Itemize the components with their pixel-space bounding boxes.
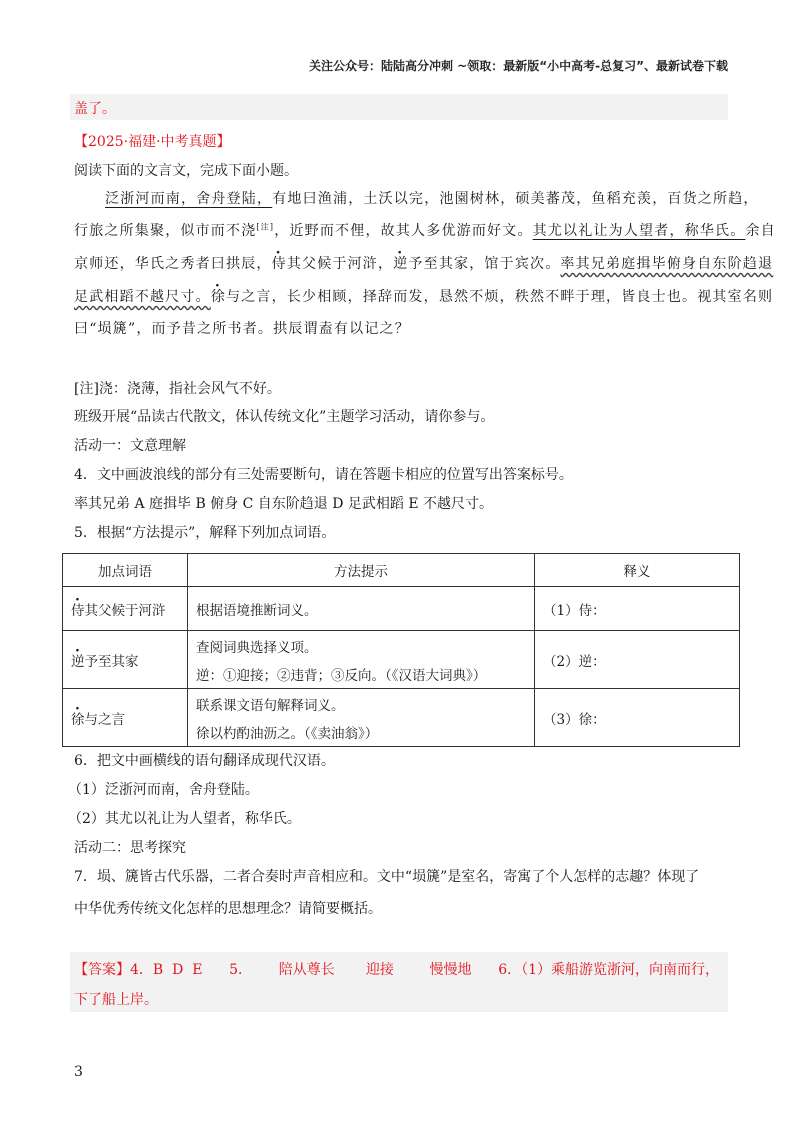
- underlined-sentence-1: 泛浙河而南，舍舟登陆，: [105, 191, 273, 207]
- passage-line-2: 行旅之所集聚，似市而不浇[注]，近野而不俚，故其人多优游而好文。其尤以礼让为人望者，称华氏。余自: [74, 222, 776, 239]
- question-4-text: 率其兄弟 A 庭揖毕 B 俯身 C 自东阶趋退 D 足武相蹈 E 不越尺寸。: [74, 496, 494, 512]
- footnote: [注]浇：浇薄，指社会风气不好。: [74, 381, 281, 397]
- footnote-marker: [注]: [256, 222, 275, 232]
- passage-line-1: 泛浙河而南，舍舟登陆，有地曰渔浦，土沃以完，池園树林，硕美蕃茂，鱼稻充羡，百货之所趋，: [105, 191, 759, 207]
- answer-label: 【答案】: [74, 962, 130, 978]
- table-cell-word: 徐与之言: [63, 689, 188, 747]
- table-cell-answer: （3）徐：: [535, 689, 740, 747]
- table-cell-hint: 根据语境推断词义。: [188, 587, 535, 631]
- answer-block: [70, 952, 728, 1012]
- table-cell-hint: 查阅词典选择义项。 逆：①迎接；②违背；③反向。（《汉语大词典》）: [188, 631, 535, 689]
- dotted-word-ni: 逆: [393, 256, 409, 272]
- passage-line-4: 足武相蹈不越尺寸。徐与之言，长少相顾，择辞而发，恳然不烦，秩然不畔于理，皆良士也。视其室名则: [74, 289, 774, 305]
- activity-2-heading: 活动二：思考探究: [74, 840, 186, 856]
- dotted-word-xu: 徐: [210, 289, 227, 305]
- table-cell-answer: （1）侍：: [535, 587, 740, 631]
- table-row: [63, 631, 740, 689]
- table-header-cell: 加点词语: [63, 554, 188, 587]
- table-header-cell: 释义: [535, 554, 740, 587]
- table-header-cell: 方法提示: [188, 554, 535, 587]
- table-cell-hint: 联系课文语句解释词义。 徐以杓酌油沥之。（《卖油翁》）: [188, 689, 535, 747]
- wavy-sentence-part-2: 足武相蹈不越尺寸。: [74, 289, 211, 305]
- table-cell-word: 侍其父候于河浒: [63, 587, 188, 631]
- table-header-row: [63, 554, 740, 587]
- wavy-sentence-part-1: 率其兄弟庭揖毕俯身自东阶趋退: [560, 256, 774, 272]
- source-tag: 【2025·福建·中考真题】: [74, 134, 231, 150]
- activity-intro: 班级开展“品读古代散文，体认传统文化”主题学习活动，请你参与。: [74, 409, 495, 425]
- table-row: [63, 689, 740, 747]
- method-hint-table: [62, 553, 740, 747]
- underlined-sentence-2: 其尤以礼让为人望者，称华氏。: [532, 223, 746, 239]
- question-5: 5．根据“方法提示”，解释下列加点词语。: [74, 525, 336, 541]
- page-header: 关注公众号：陆陆高分冲刺 ~领取：最新版“小中高考-总复习”、最新试卷下载: [309, 59, 728, 73]
- page-number: 3: [74, 1064, 83, 1080]
- previous-answer-block: [70, 94, 728, 120]
- activity-1-heading: 活动一：文意理解: [74, 438, 186, 454]
- question-6-1: （1）泛浙河而南，舍舟登陆。: [68, 782, 259, 798]
- answer-line-2: 下了船上岸。: [74, 992, 158, 1008]
- answer-line-1: 【答案】4．B D E 5． 陪从尊长 迎接 慢慢地 6．（1）乘船游览浙河，向南而行，: [74, 962, 720, 978]
- table-cell-answer: （2）逆：: [535, 631, 740, 689]
- question-6: 6．把文中画横线的语句翻译成现代汉语。: [74, 753, 335, 769]
- instruction: 阅读下面的文言文，完成下面小题。: [74, 163, 298, 179]
- previous-answer-tail: 盖了。: [74, 101, 116, 117]
- table-row: [63, 587, 740, 631]
- passage-line-3: 京师还，华氏之秀者曰拱辰，侍其父候于河浒，逆予至其家，馆于宾次。率其兄弟庭揖毕俯身自东阶趋退: [74, 256, 774, 272]
- table-cell-word: 逆予至其家: [63, 631, 188, 689]
- question-7-line-1: 7．埙、篪皆古代乐器，二者合奏时声音相应和。文中“埙篪”是室名，寄寓了个人怎样的志趣？体现了: [74, 869, 700, 885]
- passage-line-5: 曰“埙篪”，而予昔之所书者。拱辰谓盍有以记之？: [74, 321, 410, 337]
- question-4: 4．文中画波浪线的部分有三处需要断句，请在答题卡相应的位置写出答案标号。: [74, 467, 573, 483]
- question-6-2: （2）其尤以礼让为人望者，称华氏。: [68, 811, 301, 827]
- dotted-word-shi: 侍: [271, 256, 287, 272]
- question-7-line-2: 中华优秀传统文化怎样的思想理念？请简要概括。: [74, 901, 382, 917]
